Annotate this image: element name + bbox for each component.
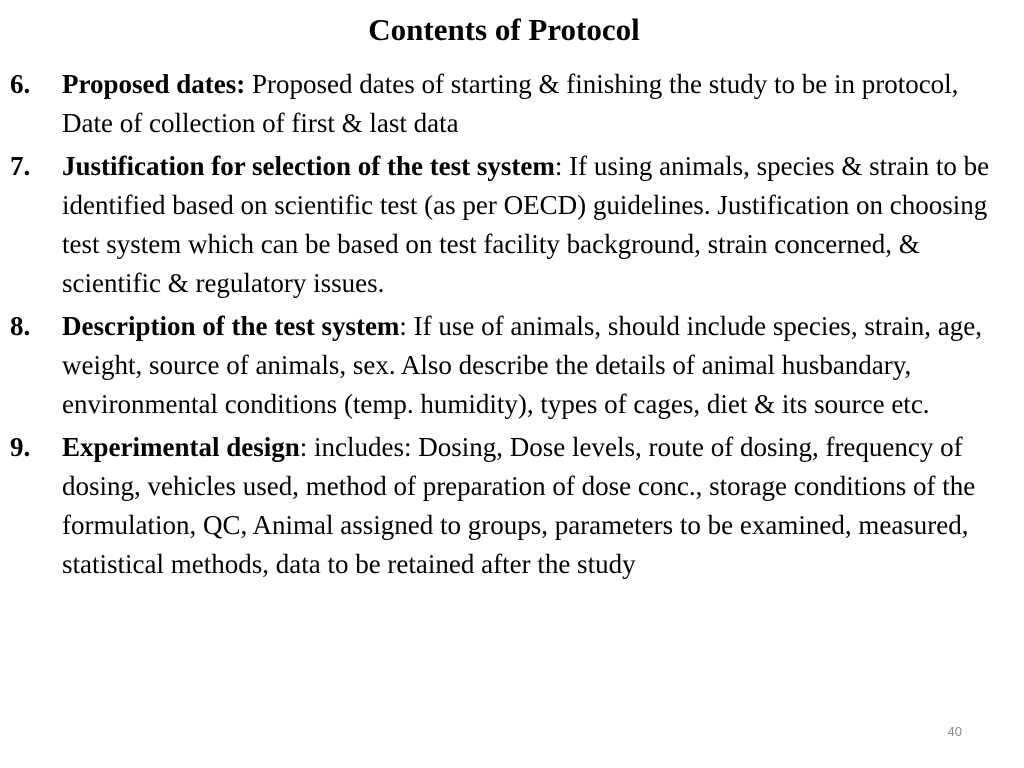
item-number: 6.: [10, 69, 31, 99]
item-number: 9.: [10, 432, 31, 462]
item-text: Proposed dates of starting & finishing the study to be in protocol, Date of collection of first & last data: [62, 69, 959, 138]
item-body: [62, 428, 1000, 584]
item-text: : If use of animals, should include species, strain, age, weight, source of animals, sex. Also describe the details of animal husbandary, environmental conditions (temp. humidity), types of cages, diet & its source etc.: [62, 311, 983, 419]
item-heading: Description of the test system: [62, 311, 400, 341]
list-item-6: [10, 65, 1000, 143]
item-heading: Experimental design: [62, 432, 300, 462]
list-item-9: [10, 428, 1000, 584]
protocol-contents-list: [10, 65, 1000, 588]
item-text: : includes: Dosing, Dose levels, route of dosing, frequency of dosing, vehicles used, method of preparation of dose conc., storage conditions of the formulation, QC, Animal assigned to groups, parameters to be examined, measured, statistical methods, data to be retained after the study: [62, 432, 976, 579]
item-number: 8.: [10, 311, 31, 341]
item-text: : If using animals, species & strain to be identified based on scientific test (as per OECD) guidelines. Justification on choosing test system which can be based on test facility background, strain concerned, & scientific & regulatory issues.: [62, 151, 990, 298]
slide-title: Contents of Protocol: [368, 12, 640, 47]
page-number: 40: [947, 724, 962, 739]
item-heading: Justification for selection of the test system: [62, 151, 555, 181]
item-number: 7.: [10, 151, 31, 181]
item-heading: Proposed dates:: [62, 69, 246, 99]
list-item-7: [10, 147, 1000, 303]
item-body: [62, 307, 1000, 424]
list-item-8: [10, 307, 1000, 424]
item-body: [62, 147, 1000, 303]
item-body: [62, 65, 1000, 143]
